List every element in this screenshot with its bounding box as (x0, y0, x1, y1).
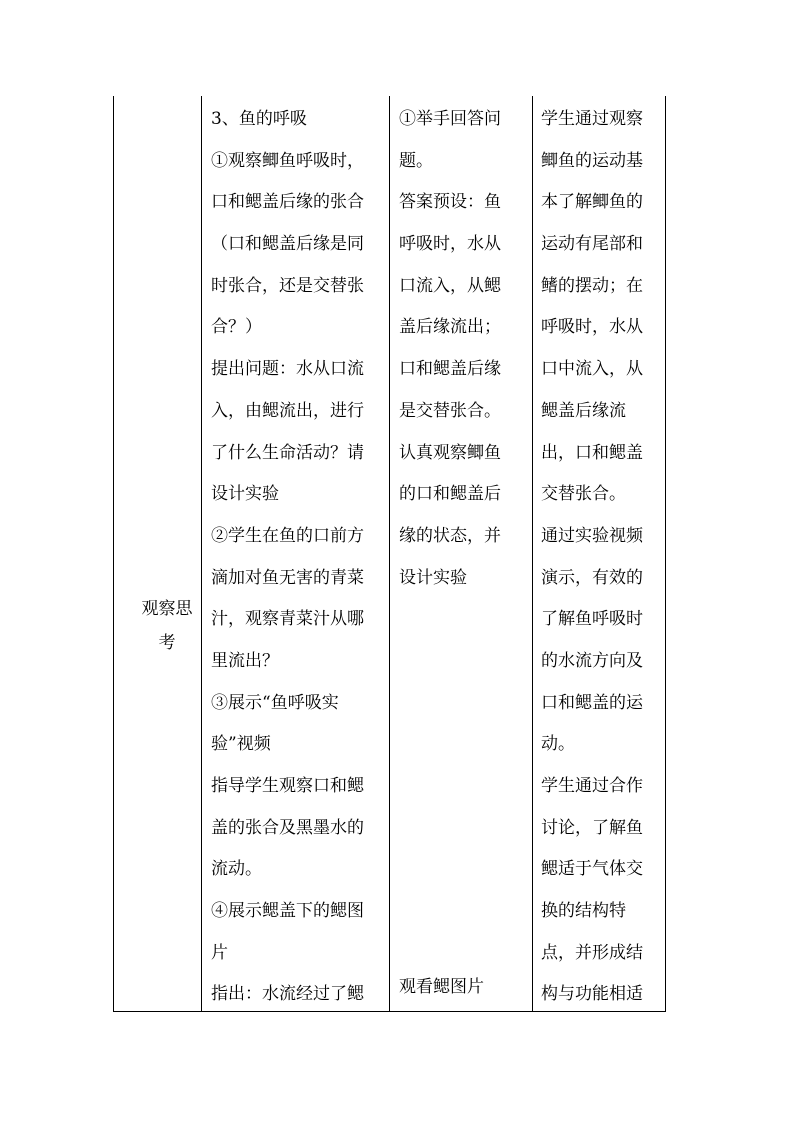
teacher-activity-line: 流动。 (211, 859, 262, 880)
design-intent-line: 换的结构特 (541, 901, 626, 922)
design-intent-line: 了解鱼呼吸时 (541, 609, 643, 630)
student-activity-extra: 观看鳃图片 (399, 977, 484, 997)
section-label-line: 考 (158, 633, 176, 653)
teacher-activity-line: 入，由鳃流出，进行 (211, 400, 364, 421)
table-border-right (665, 96, 666, 1012)
teacher-activity-cell (211, 99, 389, 1016)
student-activity-line: 题。 (399, 150, 433, 171)
design-intent-line: 鳃盖后缘流 (541, 400, 626, 421)
table-divider-2 (389, 96, 390, 1012)
design-intent-line: 运动有尾部和 (541, 234, 643, 255)
table-divider-1 (201, 96, 202, 1012)
design-intent-cell (541, 99, 659, 1016)
design-intent-line: 本了解鲫鱼的 (541, 192, 643, 213)
teacher-activity-line: 设计实验 (211, 484, 279, 505)
design-intent-line: 鳃适于气体交 (541, 859, 643, 880)
design-intent-line: 动。 (541, 734, 575, 755)
teacher-activity-line: 汁，观察青菜汁从哪 (211, 609, 364, 630)
design-intent-line: 讨论，了解鱼 (541, 817, 643, 838)
student-activity-line: 呼吸时，水从 (399, 234, 501, 255)
design-intent-line: 鲫鱼的运动基 (541, 150, 643, 171)
teacher-activity-line: 指出：水流经过了鳃 (211, 984, 364, 1005)
student-activity-line: 口流入，从鳃 (399, 275, 501, 296)
teacher-activity-line: ②学生在鱼的口前方 (211, 525, 364, 546)
student-activity-line: 缘的状态，并 (399, 525, 501, 546)
student-activity-line: 是交替张合。 (399, 400, 501, 421)
student-activity-cell (399, 99, 529, 599)
design-intent-line: 交替张合。 (541, 484, 626, 505)
design-intent-line: 构与功能相适 (541, 984, 643, 1005)
teacher-activity-line: ④展示鳃盖下的鳃图 (211, 901, 364, 922)
teacher-activity-line: 合？） (211, 317, 262, 338)
teacher-activity-line: ③展示“鱼呼吸实 (211, 692, 339, 713)
lesson-plan-table (113, 96, 666, 1012)
design-intent-line: 的水流方向及 (541, 650, 643, 671)
teacher-activity-line: 盖的张合及黑墨水的 (211, 817, 364, 838)
student-activity-line: 答案预设：鱼 (399, 192, 501, 213)
design-intent-line: 口中流入，从 (541, 359, 643, 380)
design-intent-line: 呼吸时，水从 (541, 317, 643, 338)
design-intent-line: 出，口和鳃盖 (541, 442, 643, 463)
teacher-activity-line: 提出问题：水从口流 (211, 359, 364, 380)
teacher-activity-line: （口和鳃盖后缘是同 (211, 234, 364, 255)
teacher-activity-line: 片 (211, 942, 228, 963)
teacher-activity-line: 口和鳃盖后缘的张合 (211, 192, 364, 213)
student-activity-line: 盖后缘流出； (399, 317, 501, 338)
teacher-activity-line: 滴加对鱼无害的青菜 (211, 567, 364, 588)
design-intent-line: 学生通过合作 (541, 776, 643, 796)
teacher-activity-line: 时张合，还是交替张 (211, 275, 364, 296)
table-divider-3 (532, 96, 533, 1012)
design-intent-line: 鳍的摆动；在 (541, 275, 643, 296)
student-activity-line: 口和鳃盖后缘 (399, 359, 501, 380)
teacher-activity-line: 3、鱼的呼吸 (211, 109, 307, 129)
teacher-activity-line: 验”视频 (211, 734, 271, 755)
teacher-activity-line: ①观察鲫鱼呼吸时， (211, 150, 364, 171)
table-border-left (113, 96, 114, 1012)
design-intent-line: 通过实验视频 (541, 525, 643, 546)
design-intent-line: 学生通过观察 (541, 109, 643, 129)
section-label-line: 观察思 (141, 599, 193, 619)
student-activity-line: 认真观察鲫鱼 (399, 442, 501, 463)
design-intent-line: 演示，有效的 (541, 567, 643, 588)
student-activity-line: 的口和鳃盖后 (399, 484, 501, 505)
teacher-activity-line: 指导学生观察口和鳃 (211, 776, 364, 796)
design-intent-line: 口和鳃盖的运 (541, 692, 643, 713)
design-intent-line: 点，并形成结 (541, 942, 643, 963)
student-activity-line: ①举手回答问 (399, 109, 501, 129)
section-label-cell (127, 592, 207, 660)
teacher-activity-line: 里流出？ (211, 650, 279, 671)
student-activity-line: 设计实验 (399, 567, 467, 588)
teacher-activity-line: 了什么生命活动？请 (211, 442, 364, 463)
